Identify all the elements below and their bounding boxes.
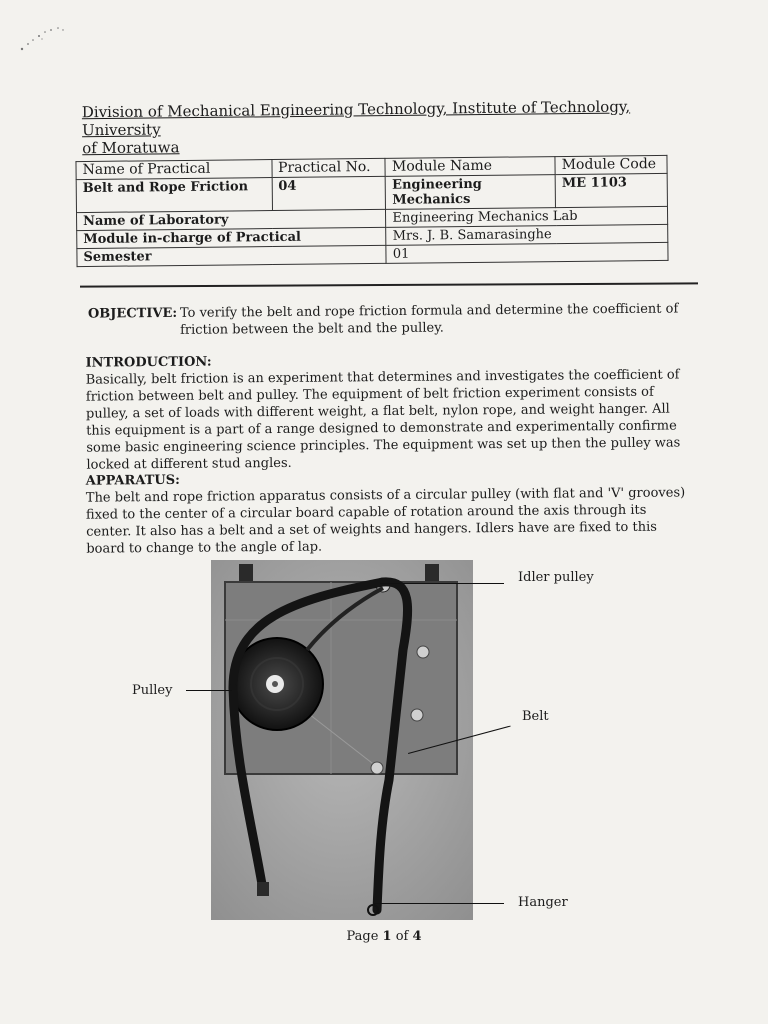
page-footer [0,929,768,944]
introduction-section [85,349,694,473]
row-label-in-charge: Module in-charge of Practical [77,227,387,248]
idler-pulley-label: Idler pulley [518,570,594,585]
row-value-semester: 01 [386,242,668,263]
footer-page-word: Page [346,929,379,944]
module-name-line-2: Mechanics [392,191,471,208]
heading-line-1: Division of Mechanical Engineering Technology, Institute of Technology, University [81,97,631,140]
module-name-line-1: Engineering [392,176,482,193]
footer-current-page: 1 [382,929,392,944]
header-practical-name: Name of Practical [76,160,272,180]
value-practical-name: Belt and Rope Friction [76,178,272,213]
introduction-text: Basically, belt friction is an experiment that determines and investigates the coefficient of friction between belt and pulley. The equipment of belt friction experiment consists of pulley, a set of loads with different weight, a flat belt, nylon rope, and weight hanger. All this equipment is a part of a range designed to demonstrate and experimentally confirme some basic engineering science principles. The equipment was set up then the pulley was locked at different stud angles. [85,367,681,473]
document-heading [82,97,703,157]
header-practical-no: Practical No. [272,158,386,177]
hanger-label: Hanger [518,895,568,910]
apparatus-title: APPARATUS: [85,472,180,489]
apparatus-photo [211,560,473,920]
scan-specks [18,22,68,52]
footer-total-pages: 4 [412,929,422,944]
belt-label: Belt [522,709,549,724]
practical-info-table [75,155,668,267]
value-module-code: ME 1103 [555,173,667,207]
header-module-code: Module Code [555,155,667,174]
row-label-laboratory: Name of Laboratory [77,209,387,230]
objective-section [88,300,696,339]
hanger-leader-line [374,903,504,904]
value-practical-no: 04 [272,176,386,210]
row-value-in-charge: Mrs. J. B. Samarasinghe [386,224,668,245]
footer-of-word: of [395,929,409,944]
pulley-label: Pulley [132,683,173,698]
row-value-laboratory: Engineering Mechanics Lab [386,206,668,227]
apparatus-text: The belt and rope friction apparatus consists of a circular pulley (with flat and 'V' grooves) fixed to the center of a circular board capable of rotation around the axis through its center. It also has a belt and a set of weights and hangers. Idlers have are fixed to this board to change to the angle of lap. [85,485,686,557]
value-module-name [386,175,556,210]
row-label-semester: Semester [77,245,387,266]
heading-line-2: of Moratuwa [82,138,180,158]
objective-label: OBJECTIVE: [87,305,178,322]
header-module-name: Module Name [385,157,555,177]
introduction-title: INTRODUCTION: [85,354,212,371]
objective-text: To verify the belt and rope friction formula and determine the coefficient of friction between the belt and the pulley. [179,301,679,338]
section-divider [80,282,698,287]
pulley-leader-line [186,690,232,691]
apparatus-section [86,467,695,557]
idler-leader-line [380,583,504,584]
